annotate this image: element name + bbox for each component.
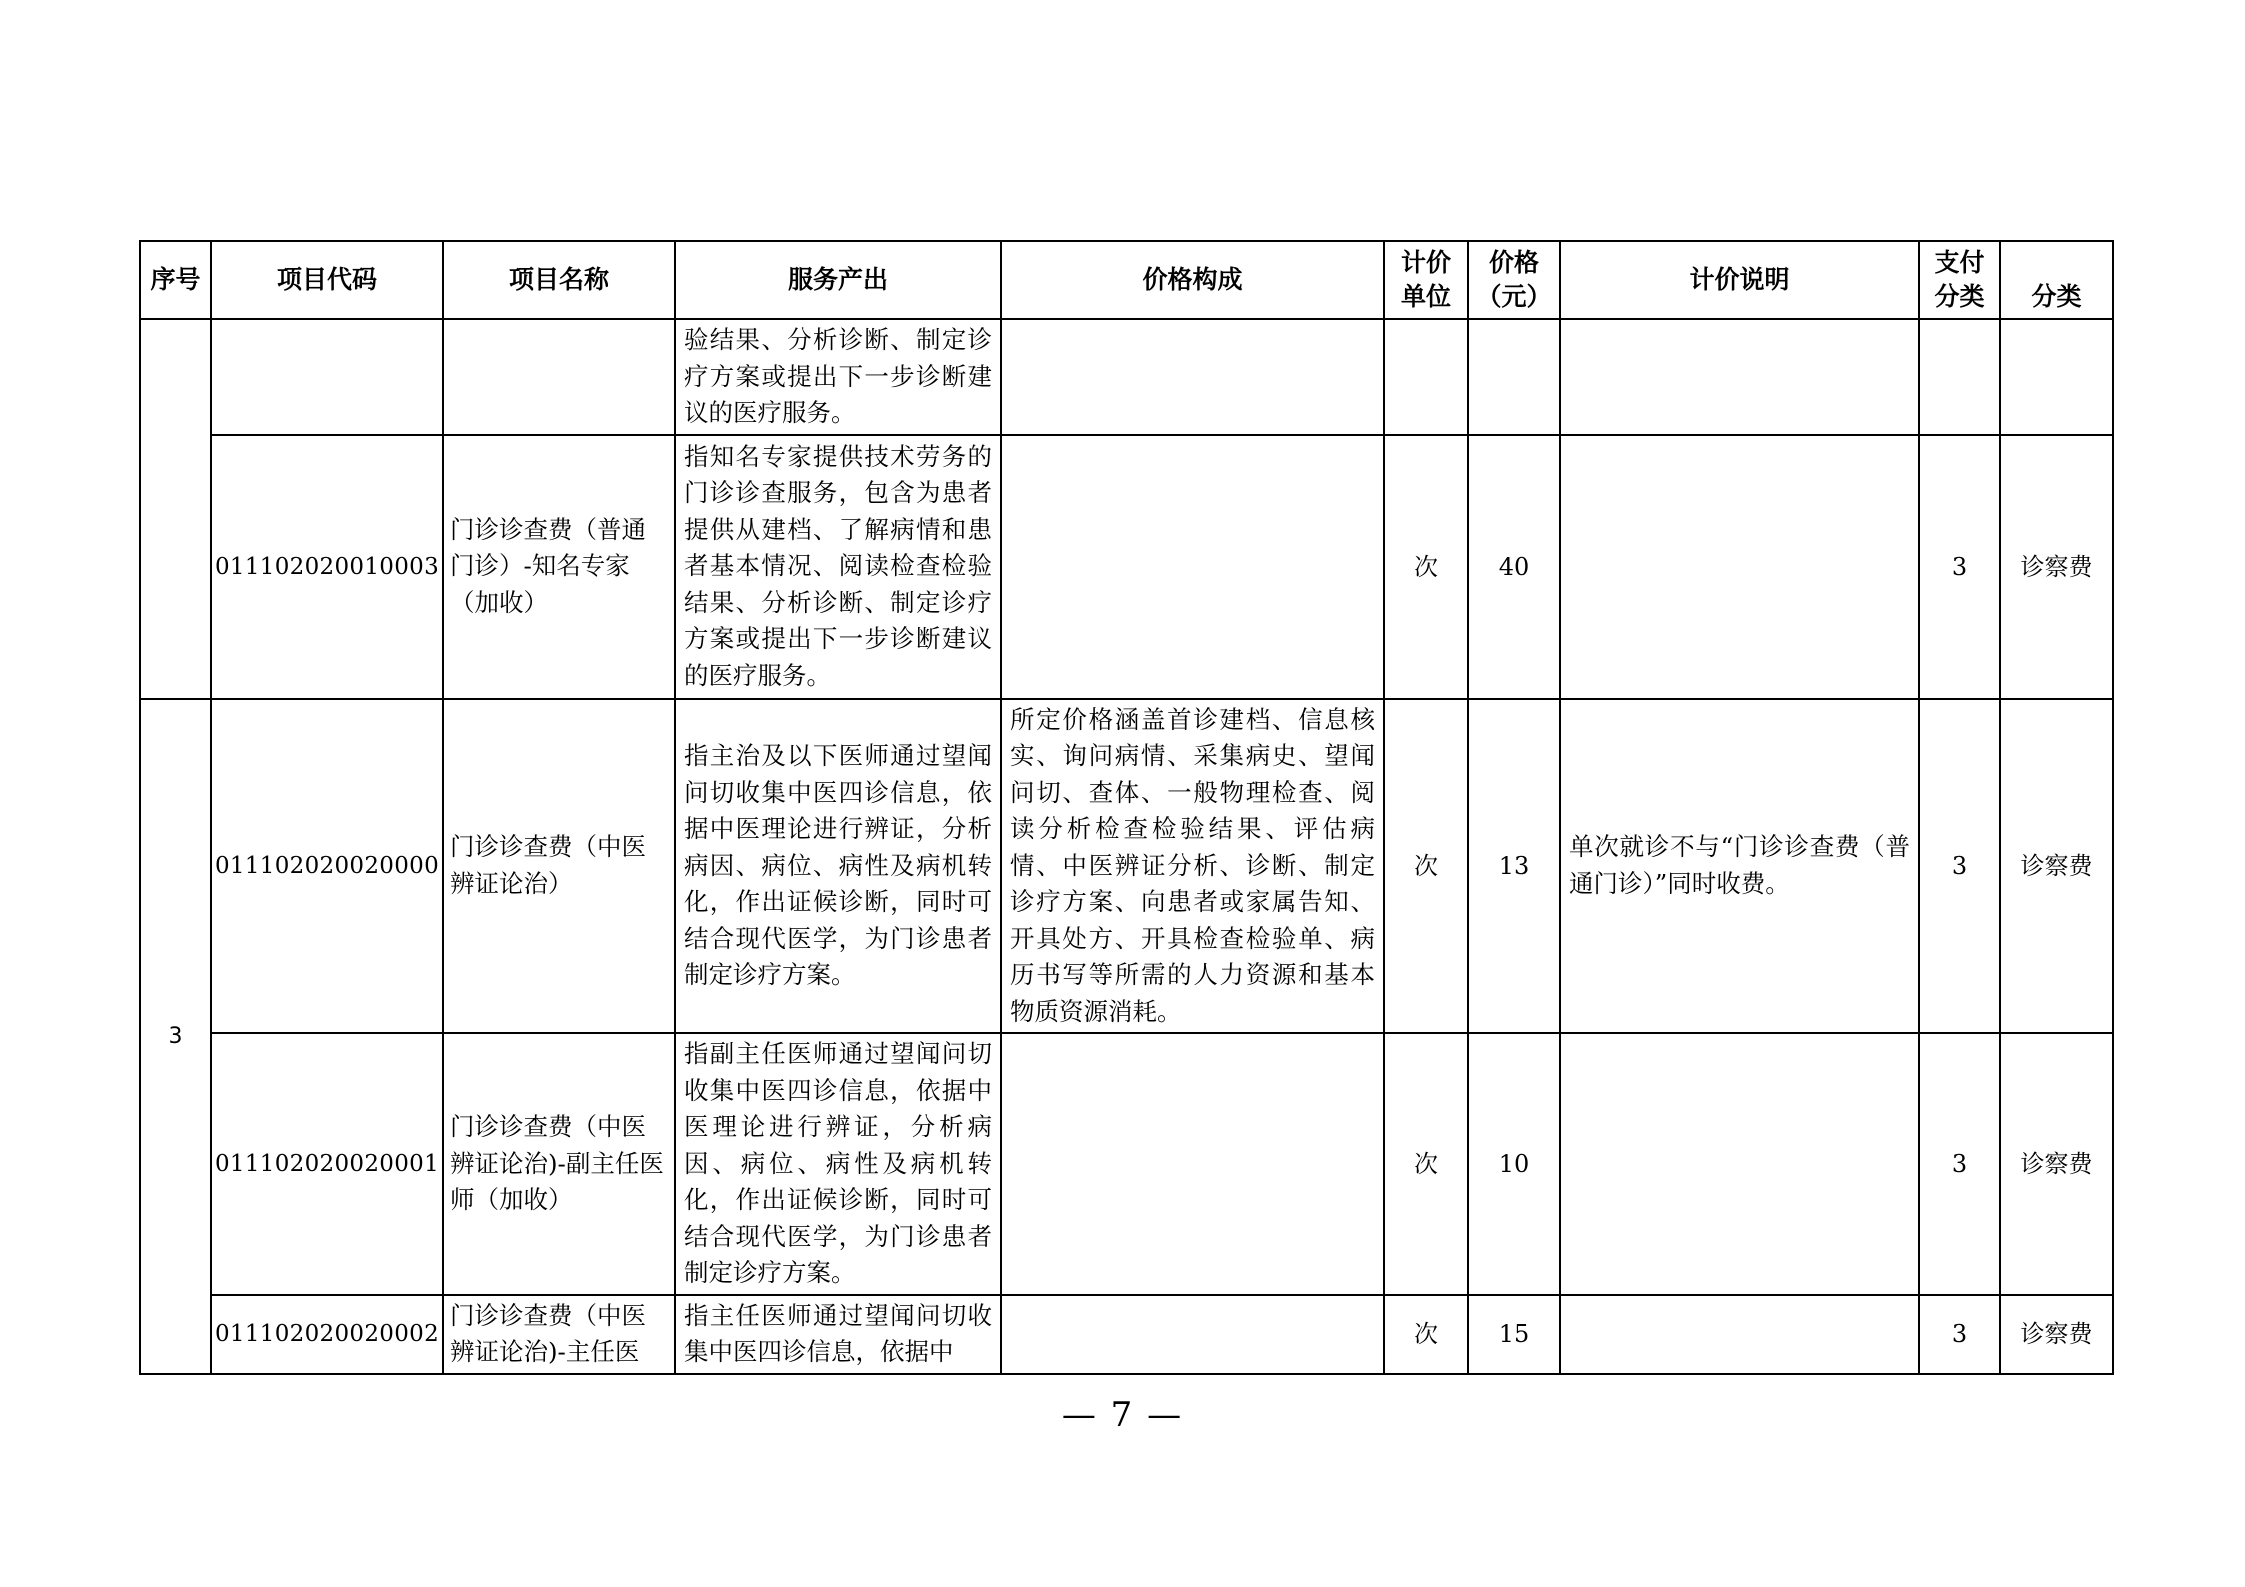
name-cell: 门诊诊查费（普通门诊）-知名专家（加收） <box>443 435 675 699</box>
composition-cell: 所定价格涵盖首诊建档、信息核实、询问病情、采集病史、望闻问切、查体、一般物理检查、阅读分析检查检验结果、评估病情、中医辨证分析、诊断、制定诊疗方案、向患者或家属告知、开具处方、开具检查检验单、病历书写等所需的人力资源和基本物质资源消耗。 <box>1001 699 1384 1034</box>
header-price-line2: （元） <box>1476 282 1552 311</box>
code-cell: 011102020020002 <box>211 1295 443 1374</box>
pay-cell: 3 <box>1919 699 2000 1034</box>
note-cell <box>1560 1033 1919 1295</box>
price-cell: 15 <box>1468 1295 1560 1374</box>
header-unit-line1: 计价 <box>1400 248 1451 277</box>
category-cell: 诊察费 <box>2000 699 2113 1034</box>
header-row <box>140 241 2113 319</box>
price-cell <box>1468 319 1560 435</box>
service-cell: 验结果、分析诊断、制定诊疗方案或提出下一步诊断建议的医疗服务。 <box>675 319 1001 435</box>
header-pay <box>1919 241 2000 319</box>
table-row <box>140 699 2113 1034</box>
pay-cell: 3 <box>1919 435 2000 699</box>
price-cell: 40 <box>1468 435 1560 699</box>
service-cell: 指副主任医师通过望闻问切收集中医四诊信息，依据中医理论进行辨证，分析病因、病位、病性及病机转化，作出证候诊断，同时可结合现代医学，为门诊患者制定诊疗方案。 <box>675 1033 1001 1295</box>
header-unit-line2: 单位 <box>1400 282 1451 311</box>
header-service: 服务产出 <box>675 241 1001 319</box>
code-cell: 011102020020000 <box>211 699 443 1034</box>
composition-cell <box>1001 319 1384 435</box>
page-number: — 7 — <box>1061 1395 1184 1435</box>
header-note: 计价说明 <box>1560 241 1919 319</box>
price-cell: 10 <box>1468 1033 1560 1295</box>
name-cell: 门诊诊查费（中医辨证论治)-主任医 <box>443 1295 675 1374</box>
unit-cell <box>1384 319 1468 435</box>
table-row <box>140 1033 2113 1295</box>
code-cell: 011102020010003 <box>211 435 443 699</box>
category-cell: 诊察费 <box>2000 1295 2113 1374</box>
unit-cell: 次 <box>1384 1033 1468 1295</box>
header-price <box>1468 241 1560 319</box>
unit-cell: 次 <box>1384 435 1468 699</box>
pay-cell: 3 <box>1919 1295 2000 1374</box>
header-unit <box>1384 241 1468 319</box>
name-cell <box>443 319 675 435</box>
seq-cell-empty <box>140 319 211 699</box>
service-cell: 指主任医师通过望闻问切收集中医四诊信息，依据中 <box>675 1295 1001 1374</box>
category-cell <box>2000 319 2113 435</box>
name-cell: 门诊诊查费（中医辨证论治)-副主任医师（加收） <box>443 1033 675 1295</box>
composition-cell <box>1001 1033 1384 1295</box>
price-table <box>139 240 2114 1375</box>
price-cell: 13 <box>1468 699 1560 1034</box>
header-pay-line1: 支付 <box>1934 248 1985 277</box>
table-row <box>140 1295 2113 1374</box>
service-cell: 指主治及以下医师通过望闻问切收集中医四诊信息，依据中医理论进行辨证，分析病因、病位、病性及病机转化，作出证候诊断，同时可结合现代医学，为门诊患者制定诊疗方案。 <box>675 699 1001 1034</box>
table-row <box>140 435 2113 699</box>
header-composition: 价格构成 <box>1001 241 1384 319</box>
note-cell <box>1560 319 1919 435</box>
seq-cell: 3 <box>140 699 211 1374</box>
note-cell: 单次就诊不与“门诊诊查费（普通门诊）”同时收费。 <box>1560 699 1919 1034</box>
pay-cell <box>1919 319 2000 435</box>
code-cell <box>211 319 443 435</box>
unit-cell: 次 <box>1384 699 1468 1034</box>
name-cell: 门诊诊查费（中医辨证论治） <box>443 699 675 1034</box>
table-row <box>140 319 2113 435</box>
unit-cell: 次 <box>1384 1295 1468 1374</box>
note-cell <box>1560 435 1919 699</box>
composition-cell <box>1001 435 1384 699</box>
header-name: 项目名称 <box>443 241 675 319</box>
header-seq: 序号 <box>140 241 211 319</box>
header-code: 项目代码 <box>211 241 443 319</box>
service-cell: 指知名专家提供技术劳务的门诊诊查服务，包含为患者提供从建档、了解病情和患者基本情况、阅读检查检验结果、分析诊断、制定诊疗方案或提出下一步诊断建议的医疗服务。 <box>675 435 1001 699</box>
header-price-line1: 价格 <box>1488 248 1539 277</box>
composition-cell <box>1001 1295 1384 1374</box>
pay-cell: 3 <box>1919 1033 2000 1295</box>
category-cell: 诊察费 <box>2000 435 2113 699</box>
header-pay-line2: 分类 <box>1934 282 1985 311</box>
header-category: 分类 <box>2000 241 2113 319</box>
note-cell <box>1560 1295 1919 1374</box>
category-cell: 诊察费 <box>2000 1033 2113 1295</box>
code-cell: 011102020020001 <box>211 1033 443 1295</box>
